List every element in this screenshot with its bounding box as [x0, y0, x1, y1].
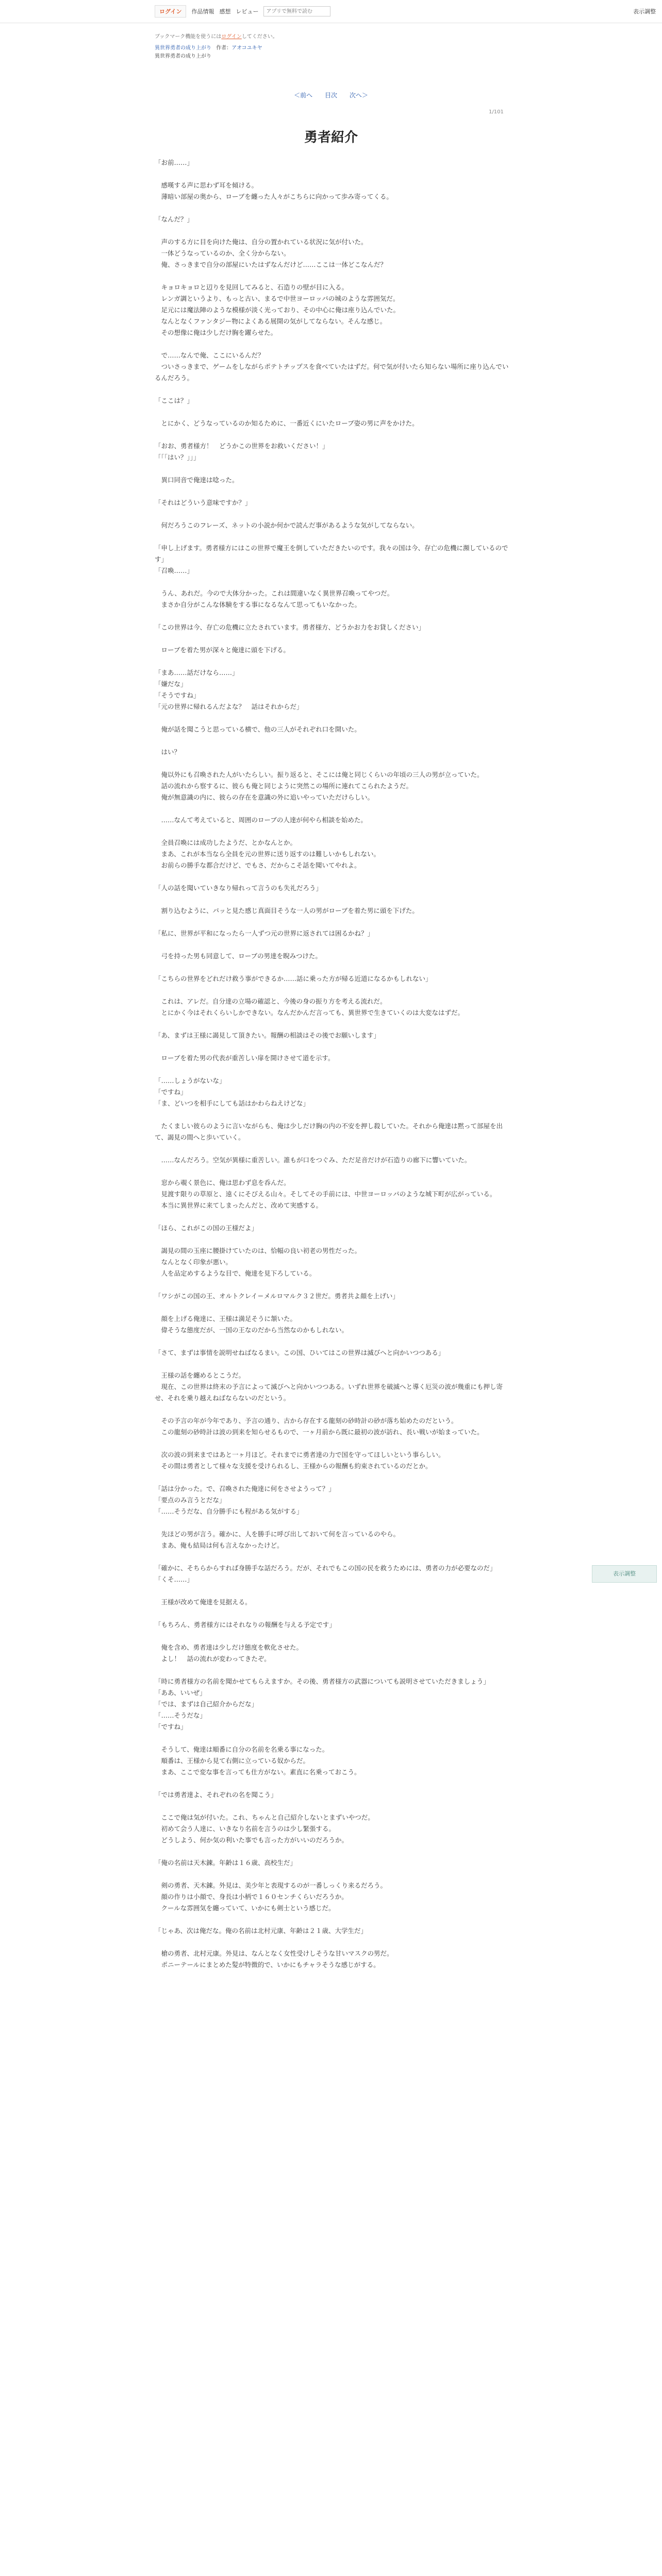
paragraph-gap	[155, 486, 510, 497]
toc-link[interactable]: 目次	[324, 92, 337, 99]
paragraph-gap	[155, 406, 510, 418]
paragraph: これは、アレだ。自分達の立場の確認と、今後の身の振り方を考える流れだ。 とにかく今はそれくらいしかできない。なんだかんだ言っても、異世界で生きていくのは大変なはずだ。	[161, 997, 465, 1016]
paragraph: 異口同音で俺達は唸った。	[155, 476, 239, 484]
author-label: 作者：	[216, 45, 232, 51]
paragraph: 王様の話を纏めるとこうだ。 現在、この世界は終末の予言によって滅びへと向かいつつある。いずれ世界を破滅へと導く厄災の波が幾重にも押し寄せ、それを乗り越えねばならないのだという。	[155, 1371, 503, 1402]
breadcrumb	[155, 43, 262, 51]
paragraph: 「ここは？」	[155, 397, 194, 404]
paragraph: 「さて、まずは事情を説明せねばなるまい。この国、ひいてはこの世界は滅びへと向かいつつある」	[155, 1349, 445, 1357]
paragraph: 俺以外にも召喚された人がいたらしい。振り返ると、そこには俺と同じくらいの年頃の三人の男が立っていた。 話の流れから察するに、彼らも俺と同じように突然この場所に連れてこられたようだ。 俺が無意識の内に、彼らの存在を意識の外に追いやっていただけらしい。	[161, 771, 484, 801]
paragraph: 「じゃあ、次は俺だな。俺の名前は北村元康、年齢は２１歳、大学生だ」	[155, 1927, 368, 1935]
top-bar	[0, 0, 662, 23]
paragraph-gap	[155, 1438, 510, 1449]
nav-work-info[interactable]: 作品情報	[191, 8, 214, 15]
chapter-body	[155, 157, 510, 1971]
bookmark-label: 表示調整	[613, 1570, 636, 1577]
paragraph: 感嘆する声に思わず耳を傾ける。 薄暗い部屋の奥から、ローブを纏った人々がこちらに向かって歩み寄ってくる。	[161, 181, 393, 200]
paragraph: ローブを着た男が深々と俺達に頭を下げる。	[155, 646, 290, 654]
page-number: 1/101	[489, 109, 504, 115]
nav-impressions[interactable]: 感想	[219, 8, 231, 15]
paragraph-gap	[155, 939, 510, 951]
paragraph: 「お前……」	[155, 159, 194, 166]
paragraph: 「人の話を聞いていきなり帰れって言うのも失礼だろう」	[155, 884, 323, 892]
paragraph-gap	[155, 633, 510, 645]
paragraph: 次の波の到来まではあと一ヶ月ほど。それまでに勇者達の力で国を守ってほしいという事らしい。 その間は勇者として様々な支援を受けられるし、王様からの報酬も約束されているのだとか。	[161, 1451, 445, 1470]
paragraph-gap	[155, 826, 510, 837]
paragraph: 「もちろん、勇者様方にはそれなりの報酬を与える予定です」	[155, 1621, 336, 1629]
paragraph: 「……しょうがないな」 「ですね」 「ま、どいつを相手にしても話はかわらねえけどな」	[155, 1077, 310, 1107]
paragraph-gap	[155, 962, 510, 973]
paragraph-gap	[155, 225, 510, 236]
notice-suffix: してください。	[241, 34, 278, 40]
paragraph-gap	[155, 1234, 510, 1245]
paragraph: 「あ、まずは王様に謁見して頂きたい。報酬の相談はその後でお願いします」	[155, 1031, 380, 1039]
paragraph: ……なんだろう。空気が異様に重苦しい。誰もが口をつぐみ、ただ足音だけが石造りの廊下に響いていた。	[155, 1156, 471, 1164]
paragraph: 「なんだ？」	[155, 215, 194, 223]
paragraph-gap	[155, 1517, 510, 1529]
subtitle-line	[155, 52, 211, 59]
paragraph-gap	[155, 338, 510, 350]
paragraph: 「では勇者達よ、それぞれの名を聞こう」	[155, 1791, 277, 1799]
paragraph: はい？	[155, 748, 181, 756]
author-link[interactable]: アオコユキヤ	[231, 45, 262, 51]
paragraph-gap	[155, 1143, 510, 1155]
paragraph: ここで俺は気が付いた。これ、ちゃんと自己紹介しないとまずいやつだ。 初めて会う人達に、いきなり名前を言うのは少し緊張する。 どうしよう、何か気の利いた事でも言った方がいいのだろうか。	[161, 1814, 374, 1844]
paragraph: そうして、俺達は順番に自分の名前を名乗る事になった。 順番は、王様から見て右側に立っている奴からだ。 まあ、ここで変な事を言っても仕方がない。素直に名乗っておこう。	[161, 1745, 361, 1776]
paragraph: 「まあ……話だけなら……」 「嫌だな」 「そうですね」 「元の世界に帰れるんだよな？ 話はそれからだ」	[155, 669, 303, 710]
login-button[interactable]: ログイン	[155, 5, 186, 18]
prev-link[interactable]: ＜前へ	[294, 92, 313, 99]
paragraph-gap	[155, 577, 510, 588]
paragraph-gap	[155, 1801, 510, 1812]
paragraph: ローブを着た男の代表が重苦しい扉を開けさせて道を示す。	[155, 1054, 335, 1062]
paragraph: 声のする方に目を向けた俺は、自分の置かれている状況に気が付いた。 一体どうなっているのか、全く分からない。 俺、さっきまで自分の部屋にいたはずなんだけど……ここは一体どこなんだ？	[161, 238, 387, 268]
top-nav	[155, 4, 330, 19]
notice-login-link[interactable]: ログイン	[221, 34, 242, 40]
paragraph-gap	[155, 1041, 510, 1053]
paragraph-gap	[155, 509, 510, 520]
paragraph: 顔を上げる俺達に、王様は満足そうに頷いた。 偉そうな態度だが、一国の王なのだから当然なのかもしれない。	[161, 1315, 349, 1334]
paragraph-gap	[155, 1019, 510, 1030]
paragraph-gap	[155, 1064, 510, 1075]
paragraph: 俺を含め、勇者達は少しだけ態度を軟化させた。 よし！ 話の流れが変わってきたぞ。	[161, 1643, 303, 1663]
paragraph-gap	[155, 656, 510, 667]
paragraph: 「俺の名前は天木錬。年齢は１６歳、高校生だ」	[155, 1859, 297, 1867]
paragraph: 「それはどういう意味ですか？」	[155, 499, 252, 506]
paragraph-gap	[155, 985, 510, 996]
paragraph-gap	[155, 917, 510, 928]
paragraph-gap	[155, 270, 510, 282]
paragraph-gap	[155, 1585, 510, 1597]
paragraph: 「確かに、そちらからすれば身勝手な話だろう。だが、それでもこの国の民を救うためには、勇者の力が必要なのだ」 「くそ……」	[155, 1564, 496, 1583]
paragraph: 弓を持った男も同意して、ローブの男達を睨みつけた。	[155, 952, 322, 960]
paragraph-gap	[155, 1608, 510, 1619]
chapter-title: 勇者紹介	[304, 130, 358, 145]
paragraph-gap	[155, 1778, 510, 1789]
paragraph: で……なんで俺、ここにいるんだ？ ついさっきまで、ゲームをしながらポテトチップスを食べていたはずだ。何で気が付いたら知らない場所に座り込んでいるんだろう。	[155, 351, 509, 382]
paragraph: 窓から覗く景色に、俺は思わず息を呑んだ。 見渡す限りの草原と、遠くにそびえる山々。そしてその手前には、中世ヨーロッパのような城下町が広がっている。 本当に異世界に来てしまったんだと、改めて実感する。	[161, 1179, 496, 1209]
paragraph-gap	[155, 384, 510, 395]
notice-prefix: ブックマーク機能を使うには	[155, 34, 222, 40]
paragraph: 割り込むように、パッと見た感じ真面目そうな一人の男がローブを着た男に頭を下げた。	[155, 907, 419, 914]
paragraph: 謁見の間の玉座に腰掛けていたのは、恰幅の良い初老の男性だった。 なんとなく印象が悪い。 人を品定めするような目で、俺達を見下ろしている。	[161, 1247, 361, 1277]
paragraph: 剣の勇者、天木錬。外見は、美少年と表現するのが一番しっくり来るだろう。 顔の作りは小顔で、身長は小柄で１６０センチくらいだろうか。 クールな雰囲気を纏っていて、いかにも剣士という感じだ。	[161, 1882, 387, 1912]
paragraph-gap	[155, 871, 510, 883]
paragraph: 「話は分かった。で、召喚された俺達に何をさせようって？」 「要点のみ言うとだな」 「……そうだな、自分勝手にも程がある気がする」	[155, 1485, 335, 1515]
paragraph: 何だろうこのフレーズ、ネットの小説か何かで読んだ事があるような気がしてならない。	[155, 521, 419, 529]
paragraph-gap	[155, 735, 510, 747]
paragraph-gap	[155, 1631, 510, 1642]
paragraph-gap	[155, 611, 510, 622]
paragraph: 「申し上げます。勇者様方にはこの世界で魔王を倒していただきたいのです。我々の国は今、存亡の危機に瀕しているのです」 「召喚……」	[155, 544, 508, 574]
paragraph-gap	[155, 531, 510, 543]
paragraph-gap	[155, 894, 510, 905]
chapter-pager	[0, 91, 662, 99]
paragraph-gap	[155, 1551, 510, 1563]
paragraph-gap	[155, 803, 510, 815]
app-read-input[interactable]	[263, 6, 330, 16]
paragraph: ……なんて考えていると、周囲のローブの人達が何やら相談を始めた。	[155, 816, 367, 824]
series-subtitle: 異世界勇者の成り上がり	[155, 54, 211, 59]
paragraph-gap	[155, 1336, 510, 1347]
bookmark-notice	[155, 32, 278, 40]
paragraph-gap	[155, 1914, 510, 1925]
paragraph-gap	[155, 1869, 510, 1880]
paragraph-gap	[155, 1166, 510, 1177]
paragraph: 「こちらの世界をどれだけ救う事ができるか……話に乗った方が帰る近道になるかもしれない」	[155, 975, 432, 982]
paragraph: キョロキョロと辺りを見回してみると、石造りの壁が目に入る。 レンガ調というより、もっと古い、まるで中世ヨーロッパの城のような雰囲気だ。 足元には魔法陣のような模様が淡く光っており、その中心に俺は座り込んでいた。 なんとなくファンタジー物によくある展開の気がしてならない。そんな感じ。 その想像に俺は少しだけ胸を躍らせた。	[161, 283, 400, 336]
paragraph-gap	[155, 1665, 510, 1676]
paragraph: 「この世界は今、存亡の危機に立たされています。勇者様方、どうかお力をお貸しください」	[155, 623, 425, 631]
paragraph-gap	[155, 1109, 510, 1121]
paragraph: その予言の年が今年であり、予言の通り、古から存在する龍刻の砂時計の砂が落ち始めたのだという。 この龍刻の砂時計は波の到来を知らせるもので、一ヶ月前から既に最初の波が訪れ、長い戦いが始まっていた。	[161, 1417, 484, 1436]
paragraph: 先ほどの男が言う。確かに、人を勝手に呼び出しておいて何を言っているのやら。 まあ、俺も結局は何も言えなかったけど。	[161, 1530, 400, 1549]
nav-reviews[interactable]: レビュー	[236, 8, 259, 15]
series-title-link[interactable]: 異世界勇者の成り上がり	[155, 45, 211, 51]
paragraph-gap	[155, 713, 510, 724]
paragraph-gap	[155, 1359, 510, 1370]
paragraph: たくましい彼らのように言いながらも、俺は少しだけ胸の内の不安を押し殺していた。それから俺達は黙って部屋を出て、謁見の間へと歩いていく。	[155, 1122, 503, 1141]
paragraph-gap	[155, 1404, 510, 1415]
paragraph: 王様が改めて俺達を見据える。	[155, 1598, 252, 1606]
paragraph: 「ほら、これがこの国の王様だよ」	[155, 1224, 258, 1232]
paragraph: 全員召喚には成功したようだ、とかなんとか。 まあ、これが本当なら全員を元の世界に送り返すのは難しいかもしれない。 お前らの勝手な都合だけど、でもさ、だからこそ話を聞いてやれよ。	[161, 839, 380, 869]
paragraph-gap	[155, 429, 510, 440]
next-link[interactable]: 次へ＞	[349, 92, 368, 99]
paragraph-gap	[155, 758, 510, 769]
paragraph-gap	[155, 1937, 510, 1948]
paragraph: 「私に、世界が平和になったら一人ずつ元の世界に返されては困るかね？」	[155, 929, 374, 937]
paragraph-gap	[155, 1846, 510, 1857]
paragraph: 「ワシがこの国の王、オルトクレイ＝メルロマルク３２世だ。勇者共よ顔を上げい」	[155, 1292, 399, 1300]
paragraph-gap	[155, 1279, 510, 1291]
paragraph-gap	[155, 1472, 510, 1483]
paragraph: 槍の勇者、北村元康。外見は、なんとなく女性受けしそうな甘いマスクの男だ。 ポニーテールにまとめた髪が特徴的で、いかにもチャラそうな感じがする。	[161, 1950, 393, 1969]
paragraph-gap	[155, 463, 510, 474]
paragraph-gap	[155, 1733, 510, 1744]
bookmark-button[interactable]	[592, 1565, 657, 1583]
display-settings-menu[interactable]: 表示調整	[633, 8, 656, 15]
paragraph-gap	[155, 168, 510, 180]
paragraph-gap	[155, 202, 510, 214]
paragraph: 俺が話を聞こうと思っている横で、他の三人がそれぞれ口を開いた。	[155, 725, 361, 733]
paragraph: 「おお、勇者様方！ どうかこの世界をお救いください！」 「「「はい？」」」	[155, 442, 329, 461]
paragraph: 「時に勇者様方の名前を聞かせてもらえますか。その後、勇者様方の武器についても説明させていただきましょう」 「ああ、いいぜ」 「では、まずは自己紹介からだな」 「……そうだな」 「ですね」	[155, 1677, 490, 1731]
paragraph-gap	[155, 1211, 510, 1223]
paragraph: とにかく、どうなっているのか知るために、一番近くにいたローブ姿の男に声をかけた。	[155, 419, 419, 427]
paragraph-gap	[155, 1302, 510, 1313]
paragraph: うん、あれだ。今ので大体分かった。これは間違いなく異世界召喚ってやつだ。 まさか自分がこんな体験をする事になるなんて思ってもいなかった。	[161, 589, 394, 608]
